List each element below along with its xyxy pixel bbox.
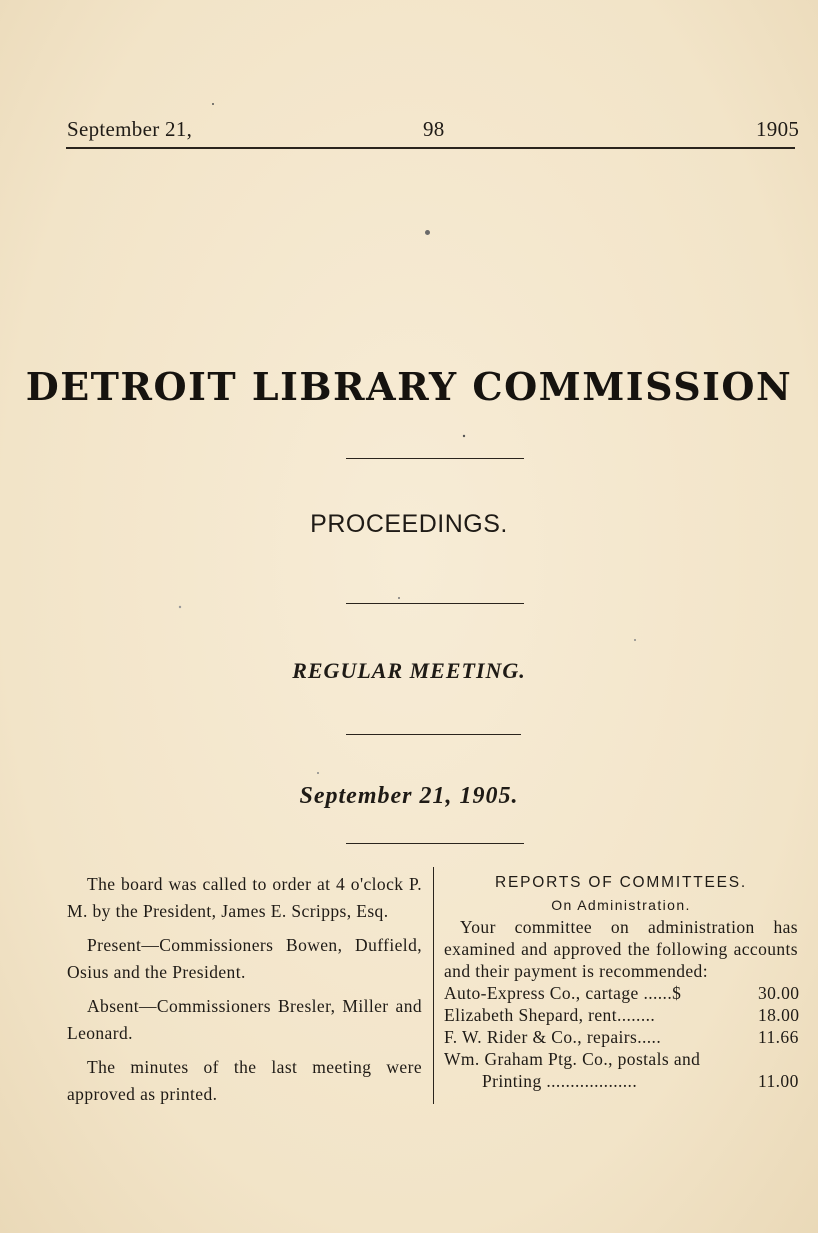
account-row [444,982,798,1004]
right-column [444,872,798,1092]
divider-rule [346,603,524,604]
paragraph-minutes: The minutes of the last meeting were approved as printed. [67,1057,422,1104]
paragraph-absent: Absent—Commissioners Bresler, Miller and Leonard. [67,996,422,1043]
account-amount: 11.66 [758,1027,799,1047]
divider-rule [346,458,524,459]
account-label: Auto-Express Co., cartage ......$ [444,983,682,1003]
reports-heading: REPORTS OF COMMITTEES. [494,874,748,891]
divider-rule [346,843,524,844]
committee-subheading: On Administration. [551,897,691,913]
account-row [444,1026,798,1048]
account-label: Printing ................... [482,1071,638,1091]
account-label: Wm. Graham Ptg. Co., postals and [444,1049,701,1069]
left-column [67,871,422,1115]
running-header-year: 1905 [756,117,800,141]
page-number: 98 [423,117,445,141]
document-title: DETROIT LIBRARY COMMISSION [25,364,793,409]
running-header-date: September 21, [67,117,193,141]
ornament-dot [425,230,430,235]
meeting-date: September 21, 1905. [299,783,519,809]
paragraph-present: Present—Commissioners Bowen, Duffield, Osius and the President. [67,935,422,982]
account-row [444,1048,798,1070]
account-amount: 11.00 [758,1071,799,1091]
paragraph-call-to-order: The board was called to order at 4 o'clock P. M. by the President, James E. Scripps, Esq. [67,874,422,921]
divider-rule [346,734,521,735]
account-row [444,1004,798,1026]
account-label: F. W. Rider & Co., repairs..... [444,1027,662,1047]
header-rule [66,147,795,149]
column-divider [433,867,434,1104]
section-title: PROCEEDINGS. [310,510,508,538]
account-label: Elizabeth Shepard, rent........ [444,1005,656,1025]
account-row [444,1070,798,1092]
account-amount: 30.00 [758,983,800,1003]
committee-intro: Your committee on administration has examined and approved the following accounts and their payment is recommended: [444,917,798,981]
meeting-type: REGULAR MEETING. [292,658,526,683]
account-amount [758,1048,798,1070]
account-amount: 18.00 [758,1005,800,1025]
